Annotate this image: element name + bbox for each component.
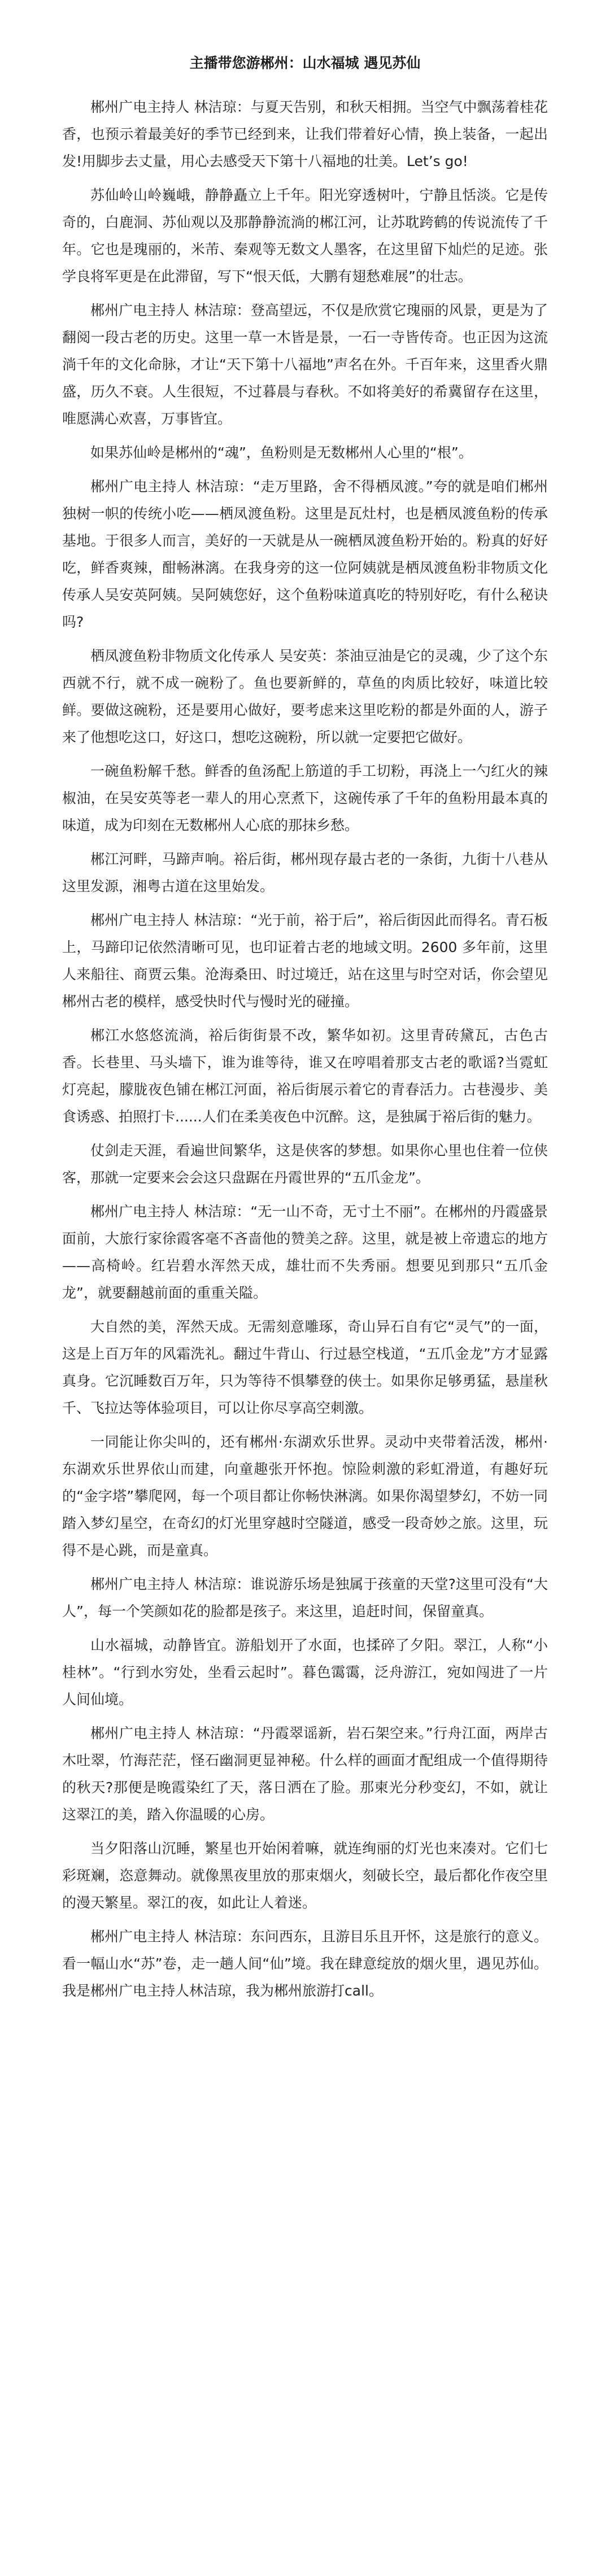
paragraph: 一碗鱼粉解千愁。鲜香的鱼汤配上筋道的手工切粉，再浇上一勺红火的辣椒油，在吴安英等老一辈人的用心烹煮下，这碗传承了千年的鱼粉用最本真的味道，成为印刻在无数郴州人心底的那抹乡愁。 [62, 763, 548, 833]
paragraph: 郴江河畔，马蹄声响。裕后街，郴州现存最古老的一条街，九街十八巷从这里发源，湘粤古道在这里始发。 [62, 851, 548, 894]
article-body [62, 94, 548, 2005]
paragraph: 山水福城，动静皆宜。游船划开了水面，也揉碎了夕阳。翠江，人称“小桂林”。“行到水穷处，坐看云起时”。暮色霭霭，泛舟游江，宛如闯进了一片人间仙境。 [62, 1637, 548, 1708]
paragraph: 栖凤渡鱼粉非物质文化传承人 吴安英：茶油豆油是它的灵魂，少了这个东西就不行，就不成一碗粉了。鱼也要新鲜的，草鱼的肉质比较好，味道比较鲜。要做这碗粉，还是要用心做好，要考虑来这里吃粉的都是外面的人，游子来了他想吃这口，好这口，想吃这碗粉，所以就一定要把它做好。 [62, 648, 548, 745]
paragraph: 郴州广电主持人 林洁琼：东问西东，且游目乐且开怀，这是旅行的意义。看一幅山水“苏”卷，走一趟人间“仙”境。我在肆意绽放的烟火里，遇见苏仙。我是郴州广电主持人林洁琼，我为郴州旅游打call。 [62, 1928, 548, 1999]
paragraph: 郴州广电主持人 林洁琼：“走万里路，舍不得栖凤渡。”夸的就是咱们郴州独树一帜的传统小吃——栖凤渡鱼粉。这里是瓦灶村，也是栖凤渡鱼粉的传承基地。于很多人而言，美好的一天就是从一碗栖凤渡鱼粉开始的。粉真的好好吃，鲜香爽辣，酣畅淋漓。在我身旁的这一位阿姨就是栖凤渡鱼粉非物质文化传承人吴安英阿姨。吴阿姨您好，这个鱼粉味道真吃的特别好吃，有什么秘诀吗? [62, 478, 548, 630]
paragraph: 仗剑走天涯，看遍世间繁华，这是侠客的梦想。如果你心里也住着一位侠客，那就一定要来会会这只盘踞在丹霞世界的“五爪金龙”。 [62, 1142, 548, 1186]
paragraph: 大自然的美，浑然天成。无需刻意雕琢，奇山异石自有它“灵气”的一面，这是上百万年的风霜洗礼。翻过牛背山、行过悬空栈道，“五爪金龙”方才显露真身。它沉睡数百万年，只为等待不惧攀登的侠士。如果你足够勇猛，悬崖秋千、飞拉达等体验项目，可以让你尽享高空刺激。 [62, 1318, 548, 1416]
paragraph: 如果苏仙岭是郴州的“魂”，鱼粉则是无数郴州人心里的“根”。 [90, 444, 473, 461]
paragraph: 郴江水悠悠流淌，裕后街街景不改，繁华如初。这里青砖黛瓦，古色古香。长巷里、马头墙下，谁为谁等待，谁又在哼唱着那支古老的歌谣?当霓虹灯亮起，朦胧夜色铺在郴江河面，裕后街展示着它的青春活力。古巷漫步、美食诱惑、拍照打卡......人们在柔美夜色中沉醉。这，是独属于裕后街的魅力。 [62, 1027, 548, 1125]
paragraph: 郴州广电主持人 林洁琼：登高望远，不仅是欣赏它瑰丽的风景，更是为了翻阅一段古老的历史。这里一草一木皆是景，一石一寺皆传奇。也正因为这流淌千年的文化命脉，才让“天下第十八福地”声名在外。千百年来，这里香火鼎盛，历久不衰。人生很短，不过暮晨与春秋。不如将美好的希冀留存在这里，唯愿满心欢喜，万事皆宜。 [62, 302, 548, 427]
paragraph: 郴州广电主持人 林洁琼：与夏天告别，和秋天相拥。当空气中飘荡着桂花香，也预示着最美好的季节已经到来，让我们带着好心情，换上装备，一起出发!用脚步去丈量，用心去感受天下第十八福地的壮美。Let’s go! [62, 99, 548, 169]
article-title: 主播带您游郴州：山水福城 遇见苏仙 [189, 55, 421, 71]
paragraph: 郴州广电主持人 林洁琼：谁说游乐场是独属于孩童的天堂?这里可没有“大人”，每一个笑颜如花的脸都是孩子。来这里，追赶时间，保留童真。 [62, 1576, 548, 1619]
paragraph: 郴州广电主持人 林洁琼：“光于前，裕于后”，裕后街因此而得名。青石板上，马蹄印记依然清晰可见，也印证着古老的地域文明。2600 多年前，这里人来船往、商贾云集。沧海桑田、时过境迁，站在这里与时空对话，你会望见郴州古老的模样，感受快时代与慢时光的碰撞。 [62, 912, 548, 1010]
paragraph: 苏仙岭山岭巍峨，静静矗立上千年。阳光穿透树叶，宁静且恬淡。它是传奇的，白鹿洞、苏仙观以及那静静流淌的郴江河，让苏耽跨鹤的传说流传了千年。它也是瑰丽的，米芾、秦观等无数文人墨客，在这里留下灿烂的足迹。张学良将军更是在此滞留，写下“恨天低，大鹏有翅愁难展”的壮志。 [62, 187, 548, 285]
paragraph: 郴州广电主持人 林洁琼：“丹霞翠谣新，岩石架空来。”行舟江面，两岸古木吐翠，竹海茫茫，怪石幽洞更显神秘。什么样的画面才配组成一个值得期待的秋天?那便是晚霞染红了天，落日洒在了脸。那柬光分秒变幻，不如，就让这翠江的美，踏入你温暖的心房。 [62, 1725, 548, 1823]
paragraph: 当夕阳落山沉睡，繁星也开始闲着嘛，就连绚丽的灯光也来凑对。它们七彩斑斓，恣意舞动。就像黑夜里放的那束烟火，刻破长空，最后都化作夜空里的漫天繁星。翠江的夜，如此让人着迷。 [62, 1840, 548, 1911]
paragraph: 郴州广电主持人 林洁琼：“无一山不奇，无寸土不丽”。在郴州的丹霞盛景面前，大旅行家徐霞客毫不吝啬他的赞美之辞。这里，就是被上帝遗忘的地方——高椅岭。红岩碧水浑然天成，雄壮而不失秀丽。想要见到那只“五爪金龙”，就要翻越前面的重重关隘。 [62, 1203, 548, 1301]
paragraph: 一同能让你尖叫的，还有郴州·东湖欢乐世界。灵动中夹带着活泼，郴州·东湖欢乐世界依山而建，向童趣张开怀抱。惊险刺激的彩虹滑道，有趣好玩的“金字塔”攀爬网，每一个项目都让你畅快淋漓。如果你渴望梦幻，不妨一同踏入梦幻星空，在奇幻的灯光里穿越时空隧道，感受一段奇妙之旅。这里，玩得不是心跳，而是童真。 [62, 1434, 548, 1558]
